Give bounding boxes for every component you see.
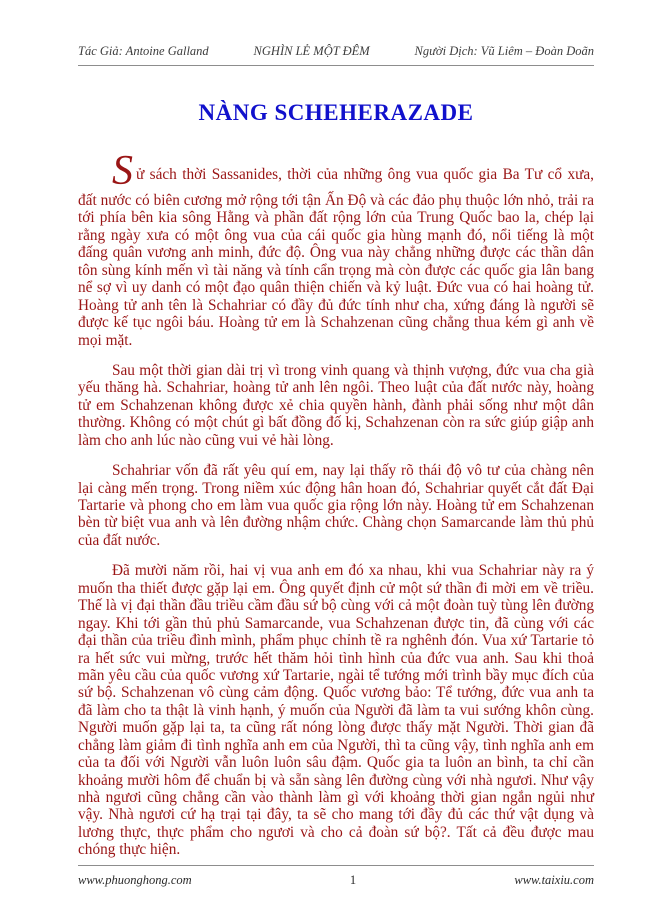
header-translator: Người Dịch: Vũ Liêm – Đoàn Doãn — [414, 44, 594, 58]
footer-right-url[interactable]: www.taixiu.com — [514, 873, 594, 887]
page-number: 1 — [349, 873, 357, 887]
body-paragraph: Schahriar vốn đã rất yêu quí em, nay lại thấy rõ thái độ vô tư của chàng nên lại càng mến trọng. Trong niềm xúc động hân hoan đó, Schahriar quyết cắt đất Đại Tartarie và phong cho em làm vua quốc gia rộng lớn này. Hoàng tử em Schahzenan bèn từ biệt vua anh và lên đường nhậm chức. Chàng chọn Samarcande làm thủ phủ của đất nước. — [78, 462, 594, 549]
dropcap-letter: S — [112, 148, 133, 194]
footer-left-url[interactable]: www.phuonghong.com — [78, 873, 192, 887]
header-divider — [78, 65, 594, 66]
chapter-title: NÀNG SCHEHERAZADE — [198, 100, 474, 125]
header-author: Tác Giả: Antoine Galland — [78, 44, 209, 58]
page-footer — [78, 865, 594, 888]
body-paragraph: Sau một thời gian dài trị vì trong vinh quang và thịnh vượng, đức vua cha già yếu thăng hà. Schahriar, hoàng tử anh lên ngôi. Theo luật của đất nước này, hoàng tử em Schahzenan không được xẻ chia quyền hành, đành phải sống như một dân thường. Không có một chút gì bất đồng đố kị, Schahzenan còn ra sức giúp giập anh làm cho anh lúc nào cũng vui vẻ hài lòng. — [78, 361, 594, 449]
body-paragraph: Đã mười năm rồi, hai vị vua anh em đó xa nhau, khi vua Schahriar này ra ý muốn tha thiết được gặp lại em. Ông quyết định cử một sứ thần đi mời em về triều. Thế là vị đại thần đầu triều cầm đầu sứ bộ cùng với cả một đoàn tuỳ tùng lên đường ngay. Khi tới gần thủ phủ Samarcande, vua Schahzenan được tin, đã cùng với các đại thần của triều đình mình, phẩm phục chỉnh tề ra nghênh đón. Vua xứ Tartarie tỏ ra hết sức vui mừng, trước hết thăm hỏi tình hình của đức vua anh. Sau khi thoả mãn yêu cầu của quốc vương xứ Tartarie, ngài tể tướng mới trình bầy mục đích của sứ bộ. Schahzenan vô cùng cảm động. Quốc vương bảo: Tể tướng, đức vua anh ta đã làm cho ta thật là vinh hạnh, ý muốn của Người đã làm ta vui sướng khôn cùng. Người muốn gặp lại ta, ta cũng rất nóng lòng được thấy mặt Người. Thời gian đã chẳng làm giảm đi tình nghĩa anh em của Người, thì ta cũng vậy, tình nghĩa anh em của ta đối với Người vẫn luôn luôn sâu đậm. Quốc gia ta luôn an bình, ta chỉ cần khoảng mười hôm để chuẩn bị và sẵn sàng lên đường cùng với nhà ngươi. Như vậy nhà ngươi cũng chẳng cần vào thành làm gì với khoảng thời gian ngắn ngủi như vậy. Nhà ngươi cứ hạ trại tại đây, ta sẽ cho mang tới đầy đủ các thứ vật dụng và lương thực, thực phẩm cho ngươi và cho cả đoàn sứ bộ?. Tất cả đều được mau chóng thực hiện. — [78, 562, 594, 859]
footer-divider — [78, 865, 594, 866]
header-book-title: NGHÌN LẺ MỘT ĐÊM — [253, 44, 370, 58]
paragraph-text: ử sách thời Sassanides, thời của những ông vua quốc gia Ba Tư cổ xưa, đất nước có biên cương mở rộng tới tận Ấn Độ và các đảo phụ thuộc lớn nhỏ, trải ra tới phía bên kia sông Hằng và phần đất rộng lớn của Trung Quốc bao la, chép lại rằng ngày xưa có một ông vua của cái quốc gia hùng mạnh đó, nổi tiếng là một đấng quân vương anh minh, đức độ. Ông vua này chẳng những được các thần dân tôn sùng kính mến vì tài năng và tính cẩn trọng mà còn được các quốc gia lân bang nể sợ vì uy danh có một đạo quân thiện chiến và kỷ luật. Đức vua có hai hoàng tử. Hoàng tử anh tên là Schahriar có đầy đủ đức tính như cha, xứng đáng là người sẽ được kế tục ngôi báu. Hoàng tử em là Schahzenan cũng chẳng thua kém gì anh về mọi mặt. — [78, 166, 594, 349]
footer-row — [78, 873, 594, 888]
body-paragraph — [78, 150, 594, 349]
document-body — [78, 150, 594, 859]
page-header — [78, 44, 594, 63]
